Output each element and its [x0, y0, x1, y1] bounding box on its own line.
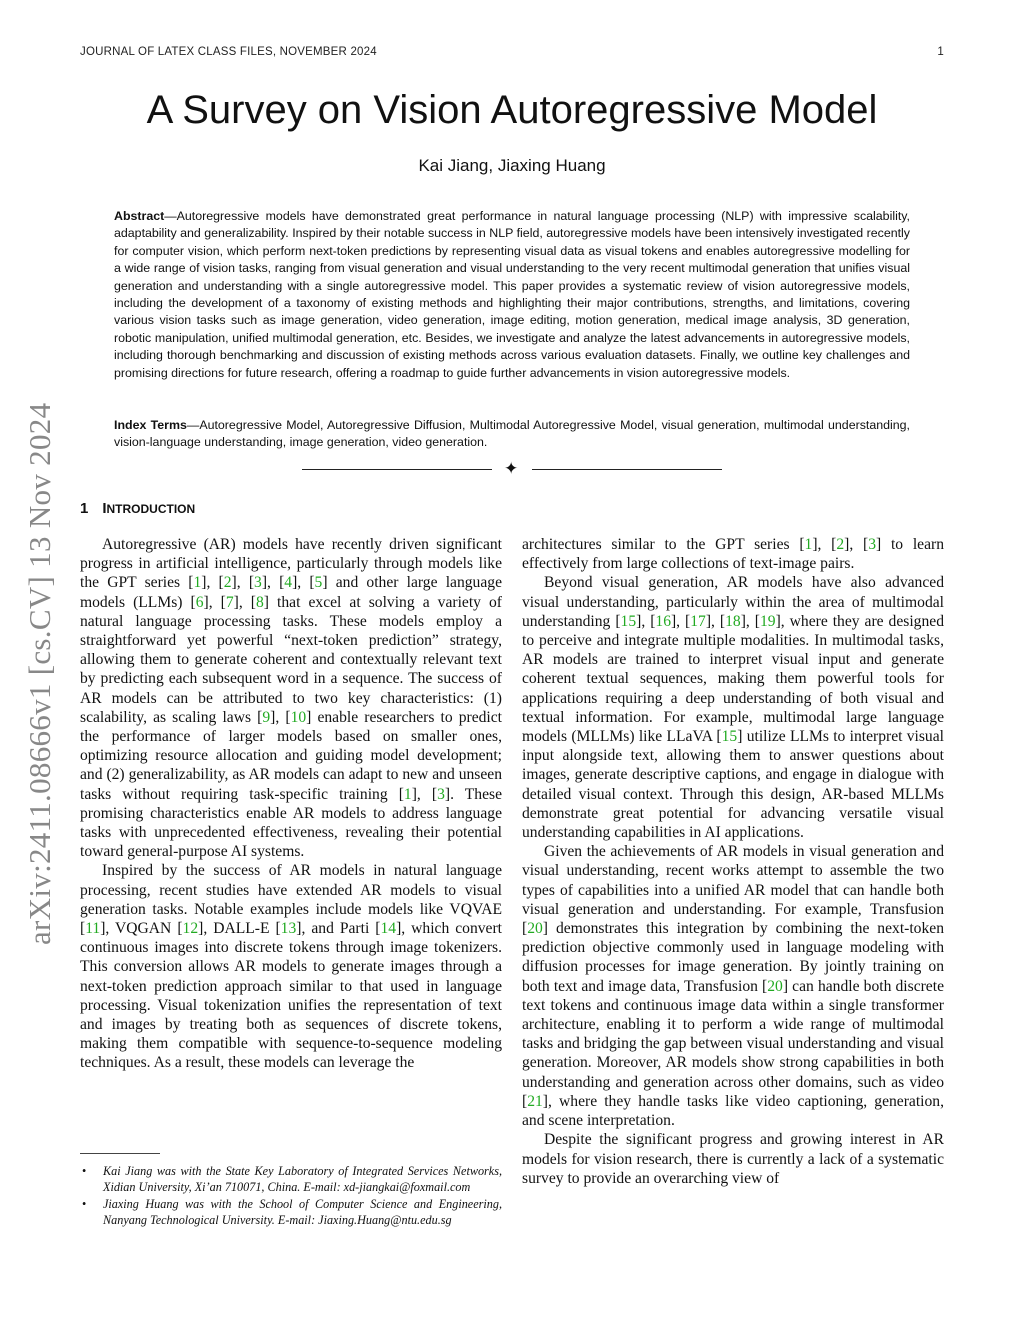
- citation-link[interactable]: 19: [759, 612, 776, 630]
- text-run: , which convert continuous images into discrete tokens through image tokenizers. This conversion allows AR models to generate images through a next-token prediction approach similar to that used in language processing. Visual tokenization unifies the representation of text and images by treating both as sequences of discrete tokens, making them compatible with sequence-to-sequence modeling techniques. As a result, these models can leverage the: [80, 920, 503, 1072]
- index-terms: [114, 417, 910, 452]
- citation-link[interactable]: 17: [690, 612, 706, 630]
- text-run: Despite the significant progress and growing interest in AR models for vision research, there is currently a lack of a systematic survey to provide an overarching view of: [522, 1131, 944, 1187]
- page-number: 1: [937, 46, 944, 58]
- text-run: Inspired by the success of AR models in natural language processing, recent studies have extended AR models to visual generation tasks. Notable examples include models like VQVAE: [80, 862, 502, 918]
- citation-link[interactable]: 5: [314, 574, 323, 592]
- abstract-text: —Autoregressive models have demonstrated great performance in natural language processing (NLP) with impressive scalability, adaptability and generalizability. Inspired by their notable success in NLP field, autoregressive models have been intensively investigated recently for computer vision, which perform next-token predictions by representing visual data as visual tokens and enables autoregressive modelling for a wide range of vision tasks, ranging from visual generation and visual understanding to the very recent multimodal generation that unifies visual generation and understanding with a single autoregressive model. This paper provides a systematic review of vision autoregressive models, including the development of a taxonomy of existing methods and highlighting their major contributions, strengths, and limitations, covering various vision tasks such as image generation, video generation, image editing, motion generation, medical image analysis, 3D generation, robotic manipulation, unified multimodal generation, etc. Besides, we investigate and analyze the latest advancements in autoregressive models, including thorough benchmarking and discussion of existing methods across various evaluation datasets. Finally, we outline key challenges and promising directions for future research, offering a roadmap to guide further advancements in vision autoregressive models.: [114, 209, 910, 380]
- paper-title: A Survey on Vision Autoregressive Model: [146, 88, 878, 132]
- citation-link[interactable]: 3: [868, 536, 877, 553]
- citation-link[interactable]: 21: [527, 1092, 543, 1110]
- left-text-column: [80, 535, 502, 1073]
- text-run: that excel at solving a variety of natural language processing tasks. These models employ a straightforward yet powerful “next-token prediction” strategy, allowing them to generate coherent and contextually relevant text by predicting each subsequent word in a sequence. The success of AR models can be attributed to two key characteristics: (1) scalability, as scaling laws: [80, 593, 502, 726]
- citation-link[interactable]: 15: [721, 728, 738, 746]
- text-run: to learn effectively from large collections of text-image pairs.: [522, 536, 945, 573]
- section-heading-introduction: [80, 500, 195, 517]
- citation-link[interactable]: 2: [223, 574, 232, 592]
- text-run: Autoregressive (AR) models have recently driven significant progress in artificial intelligence, particularly through models like the GPT series: [80, 536, 502, 592]
- citation-link[interactable]: 4: [284, 574, 293, 592]
- citation-link[interactable]: 10: [290, 708, 307, 726]
- abstract-label: Abstract: [114, 209, 165, 223]
- citation-link[interactable]: 1: [193, 574, 202, 592]
- text-run: can handle both discrete text tokens and continuous image data within a single transformer architecture, enabling it to perform a wide range of multimodal tasks and bridging the gap between visual understanding and visual generation. Moreover, AR models show strong capabilities in both understanding and generation across other domains, such as video: [522, 977, 944, 1091]
- intro-paragraph-6: [522, 1130, 944, 1188]
- index-terms-text: —Autoregressive Model, Autoregressive Diffusion, Multimodal Autoregressive Model, visual generation, multimodal understanding, vision-language understanding, image generation, video generation.: [114, 418, 910, 450]
- text-run: . These promising characteristics enable AR models to address language tasks with unprecedented effectiveness, revealing their potential toward general-purpose AI systems.: [80, 785, 503, 861]
- citation-link[interactable]: 16: [655, 612, 671, 630]
- footnote-bullet: •: [82, 1164, 87, 1178]
- index-terms-label: Index Terms: [114, 418, 187, 432]
- separator-rule-right: [532, 469, 722, 470]
- text-run: Beyond visual generation, AR models have also advanced visual understanding, particularly within the area of multimodal understanding: [522, 574, 944, 630]
- arxiv-identifier-stamp: arXiv:2411.08666v1 [cs.CV] 13 Nov 2024: [22, 402, 57, 945]
- footnote-rule: [80, 1153, 160, 1154]
- text-run: , DALL-E: [203, 920, 276, 938]
- citation-link[interactable]: 3: [254, 574, 262, 592]
- citation-link[interactable]: 1: [403, 785, 412, 803]
- citation-link[interactable]: 18: [725, 612, 741, 630]
- separator-rule-left: [302, 469, 492, 470]
- section-title-initial: I: [102, 500, 107, 517]
- citation-link[interactable]: 3: [437, 785, 445, 803]
- text-run: architectures similar to the GPT series: [522, 536, 800, 553]
- intro-paragraph-5: Given the achievements of AR models in visual generation and visual understanding, recent works attempt to assemble the two types of capabilities into a unified AR model that can handle both visual generation and understanding. For example, Transfusion [20] demonstrates this integration by combining the next-token prediction objective commonly used in language modeling with diffusion processes for image generation. By jointly training on both text and image data, Transfusion [20] can handle both discrete text tokens and continuous image data within a single transformer architecture, enabling it to perform a wide range of multimodal tasks and bridging the gap between visual understanding and visual generation. Moreover, AR models show strong capabilities in both understanding and generation across other domains, such as video [21], where they handle tasks like video captioning, generation, and scene interpretation.: [522, 843, 944, 1130]
- text-run: , VQGAN: [105, 920, 178, 938]
- citation-link[interactable]: 20: [527, 920, 543, 938]
- author-footnotes: [80, 1164, 502, 1230]
- footnote-item: [80, 1197, 502, 1228]
- abstract: [114, 208, 910, 382]
- diamond-separator-icon: ✦: [504, 459, 519, 479]
- running-head: JOURNAL OF LATEX CLASS FILES, NOVEMBER 2024: [80, 46, 377, 58]
- citation-link[interactable]: 13: [280, 920, 297, 938]
- citation-link[interactable]: 8: [256, 593, 264, 611]
- text-run: utilize LLMs to interpret visual input alongside text, allowing them to answer questions about images, generate descriptive captions, and engage in dialogue with detailed visual context. Through this design, AR-based MLLMs demonstrate great potential for advancing versatile visual understanding capabilities in AI applications.: [522, 728, 944, 842]
- intro-paragraph-1: Autoregressive (AR) models have recently driven significant progress in artificial intelligence, particularly through models like the GPT series [1], [2], [3], [4], [5] and other large language models (LLMs) [6], [7], [8] that excel at solving a variety of natural language processing tasks. These models employ a straightforward yet powerful “next-token prediction” strategy, allowing them to generate coherent and contextually relevant text by predicting each subsequent word in a sequence. The success of AR models can be attributed to two key characteristics: (1) scalability, as scaling laws [9], [10] enable researchers to predict the performance of larger models based on smaller ones, optimizing resource allocation and guiding model development; and (2) generalizability, as AR models can adapt to new and unseen tasks without requiring task-specific training [1], [3]. These promising characteristics enable AR models to address language tasks with unprecedented effectiveness, revealing their potential toward general-purpose AI systems.: [80, 536, 503, 861]
- section-number: 1: [80, 500, 89, 517]
- author-list: Kai Jiang, Jiaxing Huang: [418, 156, 606, 175]
- citation-link[interactable]: 6: [195, 593, 204, 611]
- citation-link[interactable]: 15: [620, 612, 637, 630]
- right-text-column: [522, 535, 944, 1188]
- text-run: , where they handle tasks like video captioning, generation, and scene interpretation.: [522, 1092, 944, 1130]
- text-run: demonstrates this integration by combining the next-token prediction objective commonly used in language modeling with diffusion processes for image generation. By jointly training on both text and image data, Transfusion: [522, 920, 944, 995]
- citation-link[interactable]: 1: [804, 536, 813, 553]
- intro-paragraph-2: Inspired by the success of AR models in natural language processing, recent studies have extended AR models to visual generation tasks. Notable examples include models like VQVAE [11], VQGAN [12], DALL-E [13], and Parti [14], which convert continuous images into discrete tokens through image tokenizers. This conversion allows AR models to generate images through a next-token prediction approach similar to that used in language processing. Visual tokenization unifies the representation of text and images by treating both as sequences of discrete tokens, making them compatible with sequence-to-sequence modeling techniques. As a result, these models can leverage the: [80, 862, 503, 1072]
- footnote-item: [80, 1164, 502, 1195]
- intro-paragraph-4: Beyond visual generation, AR models have also advanced visual understanding, particularly within the area of multimodal understanding [15], [16], [17], [18], [19], where they are designed to perceive and integrate multiple modalities. In multimodal tasks, AR models are trained to interpret visual input and generate coherent textual sequences, making them powerful tools for applications requiring a deep understanding of both visual and textual information. For example, multimodal large language models (MLLMs) like LLaVA [15] utilize LLMs to interpret visual input alongside text, allowing them to answer questions about images, generate descriptive captions, and engage in dialogue with detailed visual context. Through this design, AR-based MLLMs demonstrate great potential for advancing versatile visual understanding capabilities in AI applications.: [522, 574, 944, 842]
- citation-link[interactable]: 2: [836, 536, 845, 553]
- intro-paragraph-3: architectures similar to the GPT series [1], [2], [3] to learn effectively from large collections of text-image pairs.: [522, 536, 945, 573]
- citation-link[interactable]: 9: [262, 708, 271, 726]
- text-run: and other large language models (LLMs): [80, 574, 502, 611]
- text-run: , where they are designed to perceive and integrate multiple modalities. In multimodal tasks, AR models are trained to interpret visual input and generate coherent textual sequences, making them powerful tools for applications requiring a deep understanding of both visual and textual information. For example, multimodal large language models (MLLMs) like LLaVA: [522, 612, 944, 746]
- text-run: enable researchers to predict the performance of larger models based on smaller ones, optimizing resource allocation and guiding model development; and (2) generalizability, as AR models can adapt to new and unseen tasks without requiring task-specific training: [80, 708, 503, 803]
- footnote-text: Kai Jiang was with the State Key Laboratory of Integrated Services Networks, Xidian University, Xi’an 710071, China. E-mail: xd-jiangkai@foxmail.com: [103, 1164, 502, 1194]
- citation-link[interactable]: 7: [225, 593, 234, 611]
- citation-link[interactable]: 14: [380, 920, 397, 938]
- text-run: , and Parti: [301, 920, 376, 938]
- citation-link[interactable]: 11: [85, 920, 101, 938]
- citation-link[interactable]: 12: [182, 920, 199, 938]
- section-title-rest: NTRODUCTION: [106, 502, 196, 516]
- citation-link[interactable]: 20: [767, 977, 783, 995]
- footnote-text: Jiaxing Huang was with the School of Computer Science and Engineering, Nanyang Technological University. E-mail: Jiaxing.Huang@ntu.edu.sg: [103, 1197, 502, 1227]
- text-run: Given the achievements of AR models in visual generation and visual understanding, recent works attempt to assemble the two types of capabilities into a unified AR model that can handle both visual generation and understanding. For example, Transfusion: [522, 843, 944, 918]
- footnote-bullet: •: [82, 1197, 87, 1212]
